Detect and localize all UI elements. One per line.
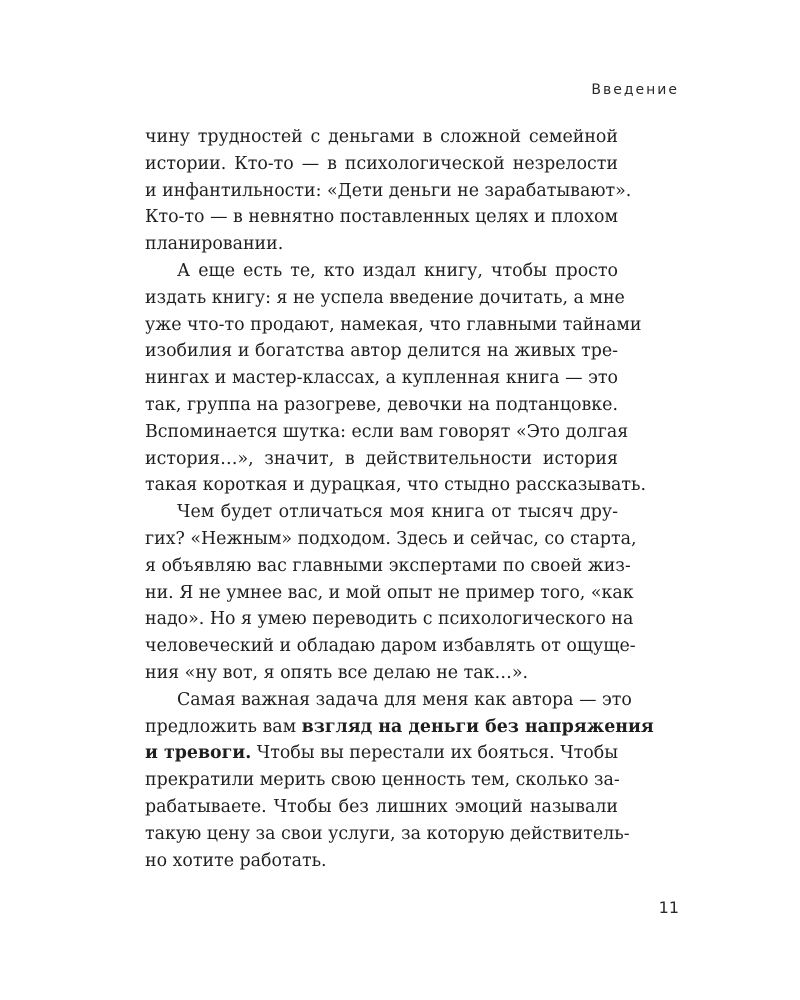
text-line: нингах и мастер-классах, а купленная книга — это <box>145 368 618 389</box>
paragraph-start-line: Самая важная задача для меня как автора — это <box>177 689 632 710</box>
running-header: Введение <box>591 82 679 98</box>
paragraph-start-line: Чем будет отличаться моя книга от тысяч дру- <box>177 502 618 523</box>
text-line: человеческий и обладаю даром избавлять от ощуще- <box>145 636 636 657</box>
text-line: издать книгу: я не успела введение дочитать, а мне <box>145 287 625 308</box>
text-line: Вспоминается шутка: если вам говорят «Это долгая <box>145 421 629 442</box>
paragraph-start-line: А еще есть те, кто издал книгу, чтобы просто <box>177 260 618 281</box>
text-line: ния «ну вот, я опять все делаю не так…». <box>145 662 529 683</box>
text-line: прекратили мерить свою ценность тем, сколько за- <box>145 770 620 791</box>
text-line: я объявляю вас главными экспертами по своей жиз- <box>145 555 631 576</box>
text-line: ни. Я не умнее вас, и мой опыт не пример того, «как <box>145 582 634 603</box>
text-fragment: предложить вам <box>145 716 302 737</box>
text-line: рабатываете. Чтобы без лишних эмоций называли <box>145 796 618 817</box>
text-line: такая короткая и дурацкая, что стыдно рассказывать. <box>145 475 646 496</box>
bold-emphasis: и тревоги. <box>145 743 252 764</box>
text-line: но хотите работать. <box>145 850 327 871</box>
bold-emphasis: взгляд на деньги без напряжения <box>301 716 654 737</box>
text-line-with-bold <box>145 740 618 767</box>
text-line: изобилия и богатства автор делится на живых тре- <box>145 341 618 362</box>
text-line: история…», значит, в действительности история <box>145 448 618 469</box>
text-line: планировании. <box>145 234 284 255</box>
text-line: надо». Но я умею переводить с психологического на <box>145 609 634 630</box>
text-line: и инфантильности: «Дети деньги не зарабатывают». <box>145 180 632 201</box>
text-fragment: Чтобы вы перестали их бояться. Чтобы <box>251 743 619 764</box>
body-text <box>145 124 654 874</box>
text-line: уже что-то продают, намекая, что главными тайнами <box>145 314 642 335</box>
text-line-with-bold <box>145 714 654 741</box>
text-line: чину трудностей с деньгами в сложной семейной <box>145 127 618 147</box>
text-line: истории. Кто-то — в психологической незрелости <box>145 153 618 174</box>
page-number: 11 <box>658 898 679 917</box>
text-line: гих? «Нежным» подходом. Здесь и сейчас, со старта, <box>145 528 637 549</box>
text-line: так, группа на разогреве, девочки на подтанцовке. <box>145 394 618 415</box>
text-line: Кто-то — в невнятно поставленных целях и плохом <box>145 207 618 228</box>
text-line: такую цену за свои услуги, за которую действитель- <box>145 823 630 844</box>
